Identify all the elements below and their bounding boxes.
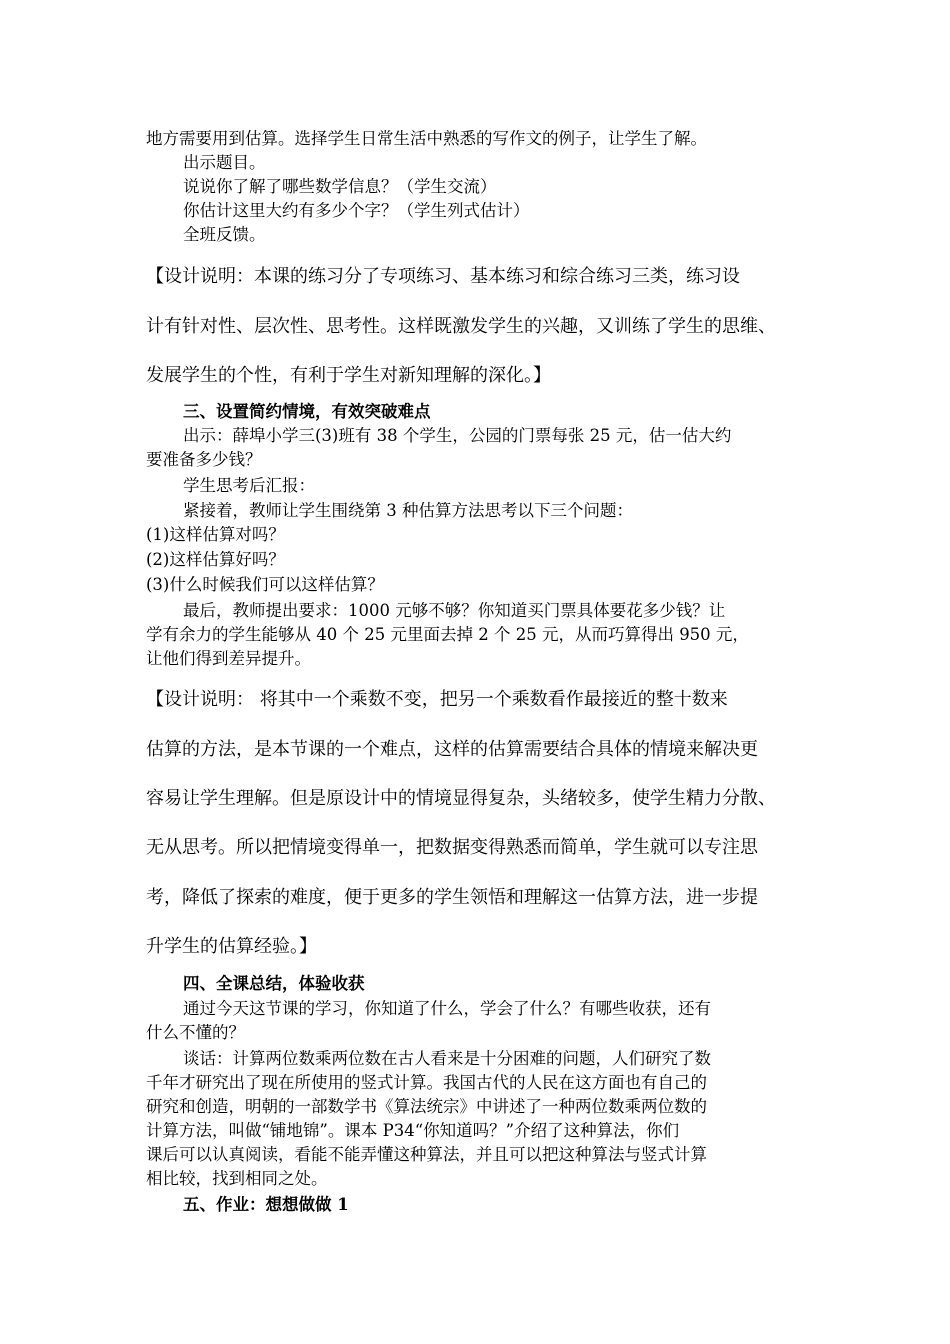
paragraph-line: 紧接着，教师让学生围绕第 3 种估算方法思考以下三个问题： [183, 501, 633, 520]
list-item: (3)什么时候我们可以这样估算？ [146, 575, 384, 594]
paragraph-line: 你估计这里大约有多少个字？（学生列式估计） [183, 201, 530, 220]
section-heading: 五、作业：想想做做 1 [183, 1195, 349, 1214]
paragraph-line: 研究和创造，明朝的一部数学书《算法统宗》中讲述了一种两位数乘两位数的 [146, 1097, 707, 1116]
design-note-line: 发展学生的个性，有利于学生对新知理解的深化。】 [146, 365, 551, 386]
paragraph-line: 什么不懂的？ [146, 1023, 245, 1042]
design-note-line: 无从思考。所以把情境变得单一，把数据变得熟悉而简单，学生就可以专注思 [146, 837, 758, 858]
paragraph-line: 学生思考后汇报： [183, 476, 315, 495]
paragraph-line: 出示题目。 [183, 153, 266, 172]
list-item: (1)这样估算对吗？ [146, 525, 285, 544]
paragraph-line: 课后可以认真阅读，看能不能弄懂这种算法，并且可以把这种算法与竖式计算 [146, 1145, 707, 1164]
section-heading: 四、全课总结，体验收获 [183, 974, 365, 993]
paragraph-line: 要准备多少钱？ [146, 450, 262, 469]
design-note-line: 【设计说明： 将其中一个乘数不变，把另一个乘数看作最接近的整十数来 [146, 689, 728, 710]
paragraph-line: 谈话：计算两位数乘两位数在古人看来是十分困难的问题，人们研究了数 [183, 1049, 711, 1068]
paragraph-line: 全班反馈。 [183, 225, 266, 244]
paragraph-line: 千年才研究出了现在所使用的竖式计算。我国古代的人民在这方面也有自己的 [146, 1073, 707, 1092]
paragraph-line: 出示：薛埠小学三(3)班有 38 个学生，公园的门票每张 25 元，估一估大约 [183, 426, 732, 445]
paragraph-line: 通过今天这节课的学习，你知道了什么，学会了什么？有哪些收获，还有 [183, 999, 711, 1018]
paragraph-line: 说说你了解了哪些数学信息？（学生交流） [183, 177, 497, 196]
paragraph-line: 学有余力的学生能够从 40 个 25 元里面去掉 2 个 25 元，从而巧算得出 950 元， [146, 625, 749, 644]
paragraph-line: 地方需要用到估算。选择学生日常生活中熟悉的写作文的例子，让学生了解。 [146, 129, 707, 148]
design-note-line: 估算的方法，是本节课的一个难点，这样的估算需要结合具体的情境来解决更 [146, 739, 758, 760]
paragraph-line: 让他们得到差异提升。 [146, 649, 311, 668]
design-note-line: 升学生的估算经验。】 [146, 936, 317, 957]
design-note-line: 【设计说明：本课的练习分了专项练习、基本练习和综合练习三类，练习设 [146, 266, 740, 287]
list-item: (2)这样估算好吗？ [146, 550, 285, 569]
paragraph-line: 计算方法，叫做“铺地锦”。课本 P34“你知道吗？”介绍了这种算法，你们 [146, 1121, 680, 1140]
paragraph-line: 相比较，找到相同之处。 [146, 1169, 328, 1188]
design-note-line: 考，降低了探索的难度，便于更多的学生领悟和理解这一估算方法，进一步提 [146, 887, 758, 908]
design-note-line: 计有针对性、层次性、思考性。这样既激发学生的兴趣，又训练了学生的思维、 [146, 316, 776, 337]
design-note-line: 容易让学生理解。但是原设计中的情境显得复杂，头绪较多，使学生精力分散、 [146, 788, 776, 809]
section-heading: 三、设置简约情境，有效突破难点 [183, 402, 431, 421]
paragraph-line: 最后，教师提出要求：1000 元够不够？你知道买门票具体要花多少钱？让 [183, 601, 726, 620]
